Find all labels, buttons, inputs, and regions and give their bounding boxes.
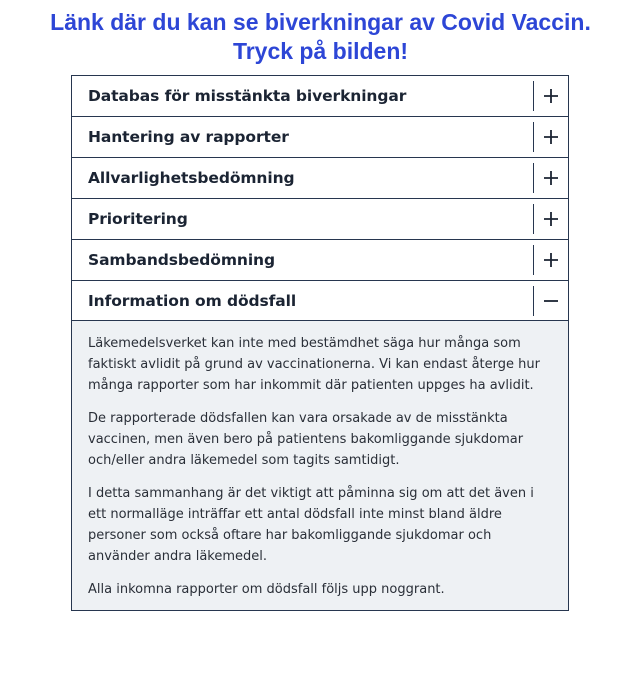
accordion-title: Hantering av rapporter xyxy=(88,128,289,146)
accordion-item-allvarlighet xyxy=(72,158,568,199)
accordion-panel-dodsfall xyxy=(72,321,568,610)
accordion-item-hantering xyxy=(72,117,568,158)
accordion-title: Prioritering xyxy=(88,210,188,228)
plus-icon[interactable] xyxy=(533,81,568,111)
accordion xyxy=(71,75,569,611)
accordion-header-databas[interactable] xyxy=(72,76,568,116)
minus-icon[interactable] xyxy=(533,286,568,316)
banner-line-1: Länk där du kan se biverkningar av Covid Vaccin. xyxy=(50,9,591,35)
accordion-title: Allvarlighetsbedömning xyxy=(88,169,295,187)
accordion-header-hantering[interactable] xyxy=(72,117,568,157)
accordion-title: Databas för misstänkta biverkningar xyxy=(88,87,407,105)
accordion-item-samband xyxy=(72,240,568,281)
banner-line-2: Tryck på bilden! xyxy=(232,38,409,64)
accordion-title: Sambandsbedömning xyxy=(88,251,275,269)
accordion-header-allvarlighet[interactable] xyxy=(72,158,568,198)
accordion-header-dodsfall[interactable] xyxy=(72,281,568,321)
accordion-title: Information om dödsfall xyxy=(88,291,297,310)
panel-paragraph: Läkemedelsverket kan inte med bestämdhet säga hur många som faktiskt avlidit på grund av vaccinationerna. Vi kan endast återge hur många rapporter som har inkommit där patienten uppges ha avlidit. xyxy=(88,336,540,393)
accordion-item-prioritering xyxy=(72,199,568,240)
accordion-header-samband[interactable] xyxy=(72,240,568,280)
panel-paragraph: De rapporterade dödsfallen kan vara orsakade av de misstänkta vaccinen, men även bero på patientens bakomliggande sjukdomar och/eller andra läkemedel som tagits samtidigt. xyxy=(88,411,524,468)
plus-icon[interactable] xyxy=(533,163,568,193)
plus-icon[interactable] xyxy=(533,204,568,234)
panel-paragraph: Alla inkomna rapporter om dödsfall följs upp noggrant. xyxy=(88,582,445,597)
accordion-item-databas xyxy=(72,76,568,117)
panel-paragraph: I detta sammanhang är det viktigt att påminna sig om att det även i ett normalläge inträffar ett antal dödsfall inte minst bland äldre personer som också oftare har bakomliggande sjukdomar och använder andra läkemedel. xyxy=(88,486,534,564)
accordion-item-dodsfall xyxy=(72,281,568,611)
accordion-header-prioritering[interactable] xyxy=(72,199,568,239)
plus-icon[interactable] xyxy=(533,122,568,152)
plus-icon[interactable] xyxy=(533,245,568,275)
banner-link[interactable] xyxy=(0,8,641,66)
